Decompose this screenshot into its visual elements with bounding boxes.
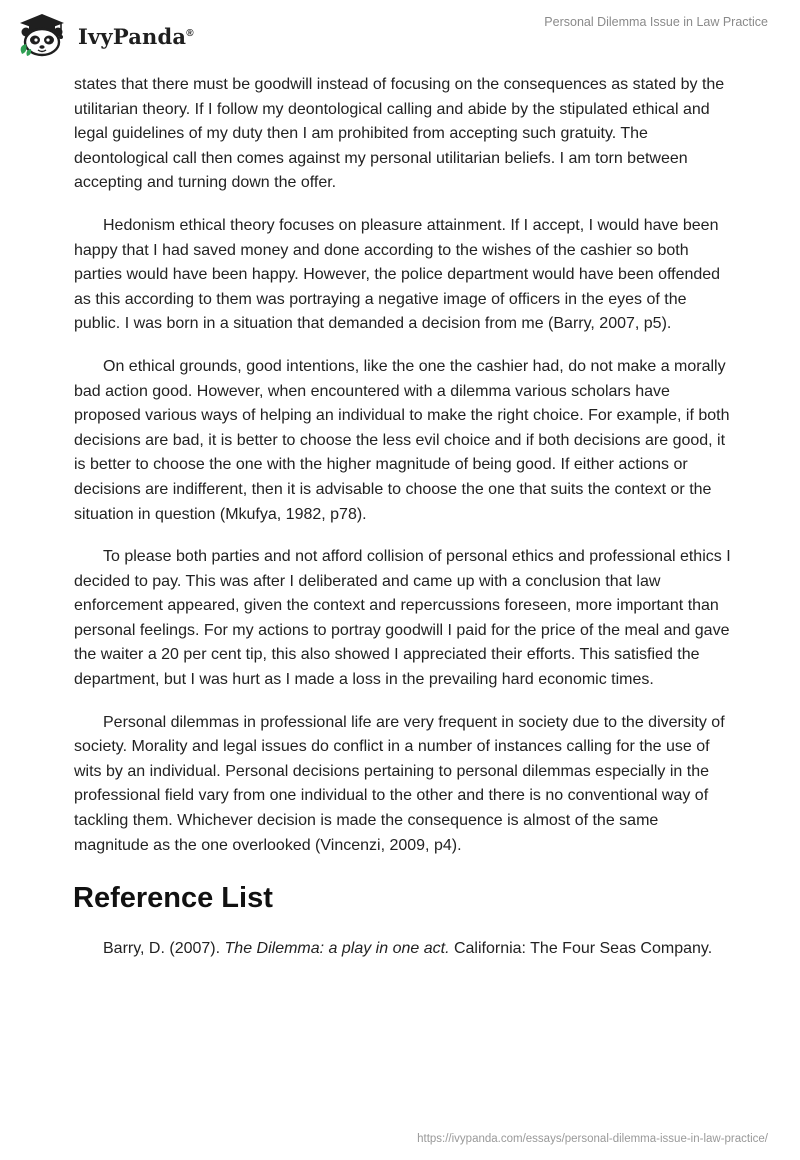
reference-list-heading: Reference List	[73, 882, 273, 915]
reference-title: The Dilemma: a play in one act.	[224, 940, 450, 958]
body-paragraph: Personal dilemmas in professional life are very frequent in society due to the diversity of society. Morality and legal issues do conflict in a number of instances calling for the use of wits by an individual. Personal decisions pertaining to personal dilemmas especially in the professional field vary from one individual to the other and there is no conventional way of tackling them. Whichever decision is made the consequence is almost of the same magnitude as the one overlooked (Vincenzi, 2009, p4).	[74, 713, 725, 854]
document-title: Personal Dilemma Issue in Law Practice	[544, 15, 768, 29]
reference-author-year: Barry, D. (2007).	[103, 940, 225, 958]
essay-content	[74, 73, 734, 980]
body-paragraph: To please both parties and not afford collision of personal ethics and professional ethics I decided to pay. This was after I deliberated and came up with a conclusion that law enforcement appeared, given the context and repercussions foreseen, more important than personal feelings. For my actions to portray goodwill I paid for the price of the meal and gave the waiter a 20 per cent tip, this also showed I appreciated their efforts. This satisfied the department, but I was hurt as I made a loss in the prevailing hard economic times.	[74, 548, 731, 689]
reference-publisher: California: The Four Seas Company.	[449, 940, 713, 958]
body-paragraph: states that there must be goodwill instead of focusing on the consequences as stated by the utilitarian theory. If I follow my deontological calling and abide by the stipulated ethical and legal guidelines of my duty then I am prohibited from accepting such gratuity. The deontological call then comes against my personal utilitarian beliefs. I am torn between accepting and turning down the offer.	[74, 76, 725, 192]
reference-entry	[74, 937, 734, 962]
source-url[interactable]: https://ivypanda.com/essays/personal-dilemma-issue-in-law-practice/	[417, 1133, 768, 1145]
body-paragraph: On ethical grounds, good intentions, like the one the cashier had, do not make a morally bad action good. However, when encountered with a dilemma various scholars have proposed various ways of helping an individual to make the right choice. For example, if both decisions are bad, it is better to choose the less evil choice and if both decisions are good, it is better to choose the one with the higher magnitude of being good. If either actions or decisions are indifferent, then it is advisable to choose the one that suits the context or the situation in question (Mkufya, 1982, p78).	[74, 357, 730, 523]
page-header	[0, 0, 800, 70]
body-paragraph: Hedonism ethical theory focuses on pleasure attainment. If I accept, I would have been happy that I had saved money and done according to the wishes of the cashier so both parties would have been happy. However, the police department would have been offended as this according to them was portraying a negative image of officers in the eyes of the public. I was born in a situation that demanded a decision from me (Barry, 2007, p5).	[74, 216, 721, 333]
brand-name: IvyPanda®	[78, 23, 194, 49]
panda-graduate-icon	[16, 10, 74, 58]
ivypanda-logo[interactable]	[16, 10, 194, 58]
